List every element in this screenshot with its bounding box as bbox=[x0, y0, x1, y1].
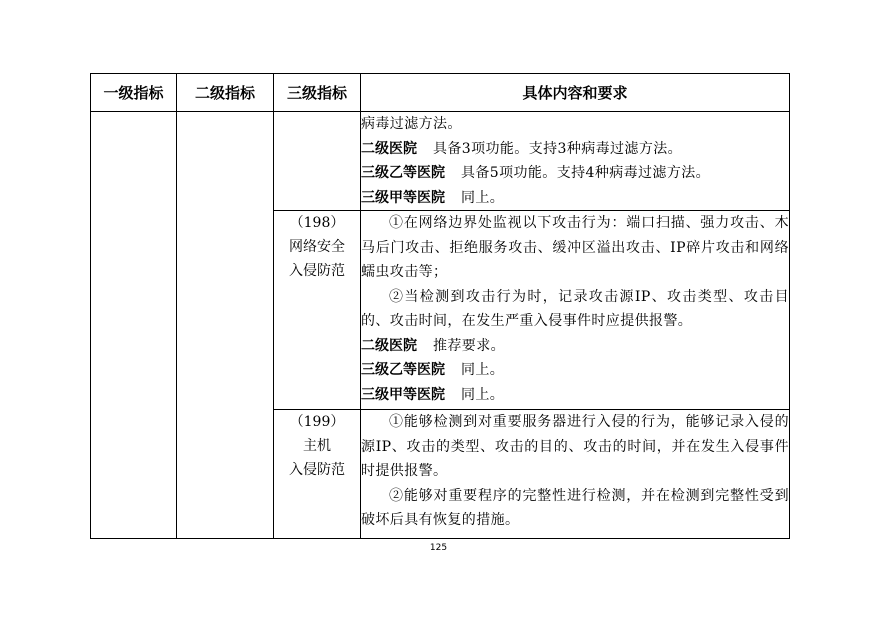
requirement-line bbox=[361, 161, 789, 186]
content-line: 病毒过滤方法。 bbox=[361, 116, 462, 132]
content-cell bbox=[361, 410, 790, 539]
requirement-label: 二级医院 bbox=[361, 337, 417, 354]
indicator-name-line: 主机 bbox=[303, 438, 331, 454]
level3-cell bbox=[274, 410, 361, 539]
indicator-name-line: 网络安全 bbox=[289, 239, 345, 255]
header-level2: 二级指标 bbox=[177, 74, 274, 112]
page-number: 125 bbox=[429, 543, 448, 553]
content-item: ①能够检测到对重要服务器进行入侵的行为，能够记录入侵的源IP、攻击的类型、攻击的目的、攻击的时间，并在发生入侵事件时提供报警。 bbox=[361, 414, 789, 479]
level2-cell bbox=[177, 112, 274, 539]
content-item: ①在网络边界处监视以下攻击行为：端口扫描、强力攻击、木马后门攻击、拒绝服务攻击、缓冲区溢出攻击、IP碎片攻击和网络蠕虫攻击等； bbox=[361, 215, 789, 280]
level3-cell bbox=[274, 211, 361, 410]
requirement-line bbox=[361, 186, 789, 211]
requirement-line bbox=[361, 383, 789, 408]
table-header-row bbox=[91, 74, 790, 112]
content-item: ②当检测到攻击行为时，记录攻击源IP、攻击类型、攻击目的、攻击时间，在发生严重入侵事件时应提供报警。 bbox=[361, 288, 789, 329]
requirement-label: 二级医院 bbox=[361, 140, 417, 157]
table-row bbox=[91, 112, 790, 211]
requirement-text: 推荐要求。 bbox=[433, 337, 505, 354]
header-level3: 三级指标 bbox=[274, 74, 361, 112]
requirement-line bbox=[361, 358, 789, 383]
requirement-text: 同上。 bbox=[461, 189, 505, 206]
indicator-code: （199） bbox=[289, 414, 345, 430]
requirement-text: 同上。 bbox=[461, 386, 505, 403]
requirement-label: 三级甲等医院 bbox=[361, 386, 445, 403]
header-level1: 一级指标 bbox=[91, 74, 177, 112]
content-item: ②能够对重要程序的完整性进行检测，并在检测到完整性受到破坏后具有恢复的措施。 bbox=[361, 487, 789, 528]
requirement-text: 同上。 bbox=[461, 362, 505, 378]
level3-cell-empty bbox=[274, 112, 361, 211]
content-cell bbox=[361, 211, 790, 410]
level1-cell bbox=[91, 112, 177, 539]
requirement-line bbox=[361, 334, 789, 359]
header-content: 具体内容和要求 bbox=[361, 74, 790, 112]
indicator-name-line: 入侵防范 bbox=[289, 263, 345, 279]
indicator-name-line: 入侵防范 bbox=[289, 462, 345, 478]
requirement-text: 具备5项功能。支持4种病毒过滤方法。 bbox=[461, 165, 711, 181]
indicator-code: （198） bbox=[289, 215, 345, 231]
requirement-text: 具备3项功能。支持3种病毒过滤方法。 bbox=[433, 140, 683, 157]
requirement-line bbox=[361, 137, 789, 162]
requirement-label: 三级甲等医院 bbox=[361, 189, 445, 206]
requirement-label: 三级乙等医院 bbox=[361, 362, 445, 378]
requirement-label: 三级乙等医院 bbox=[361, 165, 445, 181]
content-cell bbox=[361, 112, 790, 211]
requirements-table bbox=[90, 73, 790, 539]
